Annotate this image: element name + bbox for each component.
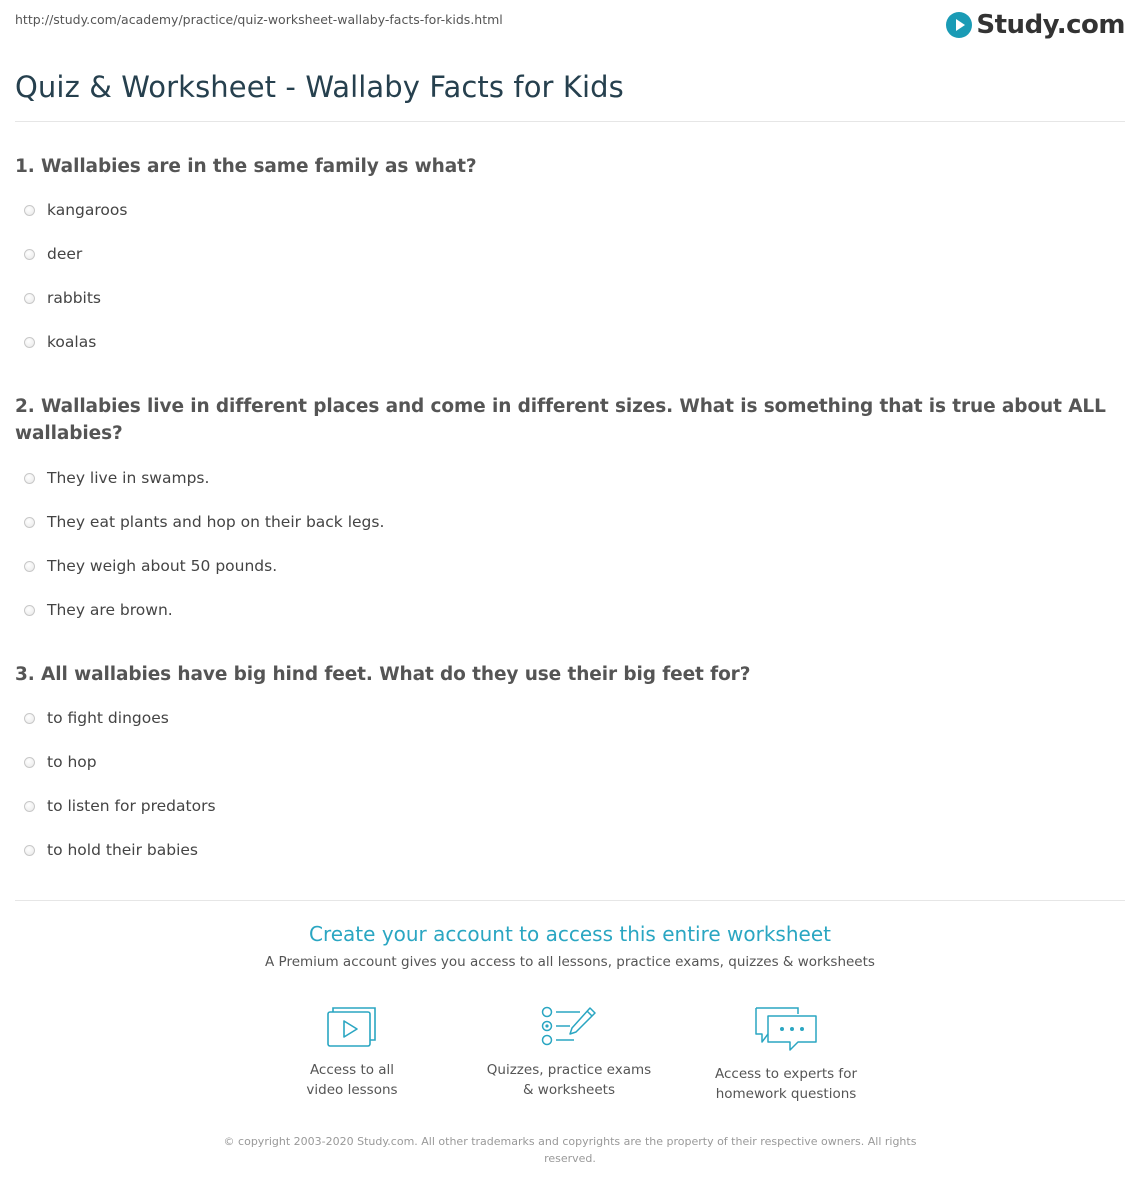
option-label: deer (47, 245, 83, 263)
answer-option[interactable] (24, 287, 101, 309)
radio-button[interactable] (24, 293, 35, 304)
quiz-checklist-icon (540, 1004, 598, 1050)
cta-subtitle: A Premium account gives you access to all lessons, practice exams, quizzes & worksheets (265, 954, 875, 970)
page-title: Quiz & Worksheet - Wallaby Facts for Kids (15, 70, 624, 104)
feature-label (696, 1064, 876, 1104)
radio-button[interactable] (24, 249, 35, 260)
cta-divider (15, 900, 1125, 901)
radio-button[interactable] (24, 757, 35, 768)
question-2 (15, 393, 1125, 447)
question-3 (15, 661, 1125, 688)
feature-video-lessons (262, 1004, 442, 1100)
option-label: They eat plants and hop on their back legs. (47, 513, 385, 531)
answer-option[interactable] (24, 555, 277, 577)
feature-experts (696, 1004, 876, 1104)
option-label: to hold their babies (47, 841, 199, 859)
feature-label-line: Quizzes, practice exams (486, 1062, 652, 1078)
radio-button[interactable] (24, 713, 35, 724)
answer-option[interactable] (24, 751, 97, 773)
option-label: rabbits (47, 289, 102, 307)
radio-button[interactable] (24, 473, 35, 484)
option-label: kangaroos (47, 201, 128, 219)
title-divider (15, 121, 1125, 122)
video-lessons-icon (325, 1004, 379, 1050)
expert-chat-icon (754, 1004, 818, 1054)
feature-label-line: video lessons (306, 1082, 398, 1098)
top-bar (15, 10, 1125, 44)
cta-title-link[interactable]: Create your account to access this entire worksheet (309, 922, 831, 946)
answer-option[interactable] (24, 199, 127, 221)
option-label: They weigh about 50 pounds. (47, 557, 278, 575)
copyright-footer: © copyright 2003-2020 Study.com. All other trademarks and copyrights are the property of their respective owners. All rights reserved. (223, 1135, 917, 1165)
answer-option[interactable] (24, 511, 384, 533)
study-logo[interactable] (946, 10, 1125, 40)
question-title: 1. Wallabies are in the same family as what? (15, 156, 477, 177)
answer-option[interactable] (24, 599, 173, 621)
option-label: They are brown. (47, 601, 173, 619)
logo-text: Study.com (976, 10, 1125, 40)
answer-option[interactable] (24, 795, 216, 817)
signup-cta (15, 922, 1125, 970)
option-label: koalas (47, 333, 97, 351)
answer-option[interactable] (24, 243, 82, 265)
answer-option[interactable] (24, 467, 209, 489)
option-label: to hop (47, 753, 97, 771)
option-label: They live in swamps. (47, 469, 210, 487)
radio-button[interactable] (24, 561, 35, 572)
answer-option[interactable] (24, 331, 96, 353)
radio-button[interactable] (24, 845, 35, 856)
question-title: 3. All wallabies have big hind feet. What do they use their big feet for? (15, 664, 751, 685)
radio-button[interactable] (24, 205, 35, 216)
radio-button[interactable] (24, 517, 35, 528)
option-label: to listen for predators (47, 797, 216, 815)
answer-option[interactable] (24, 839, 198, 861)
feature-quizzes (479, 1004, 659, 1100)
radio-button[interactable] (24, 337, 35, 348)
play-circle-icon (946, 12, 972, 38)
page-url: http://study.com/academy/practice/quiz-worksheet-wallaby-facts-for-kids.html (15, 12, 503, 27)
feature-label-line: homework questions (715, 1086, 857, 1102)
radio-button[interactable] (24, 605, 35, 616)
feature-label (262, 1060, 442, 1100)
feature-label-line: Access to experts for (714, 1066, 857, 1082)
answer-option[interactable] (24, 707, 169, 729)
option-label: to fight dingoes (47, 709, 169, 727)
feature-label-line: & worksheets (522, 1082, 615, 1098)
feature-label-line: Access to all (309, 1062, 395, 1078)
radio-button[interactable] (24, 801, 35, 812)
question-title: 2. Wallabies live in different places and come in different sizes. What is something that is true about ALL wallabies? (15, 396, 1106, 444)
feature-label (479, 1060, 659, 1100)
question-1 (15, 153, 1125, 180)
